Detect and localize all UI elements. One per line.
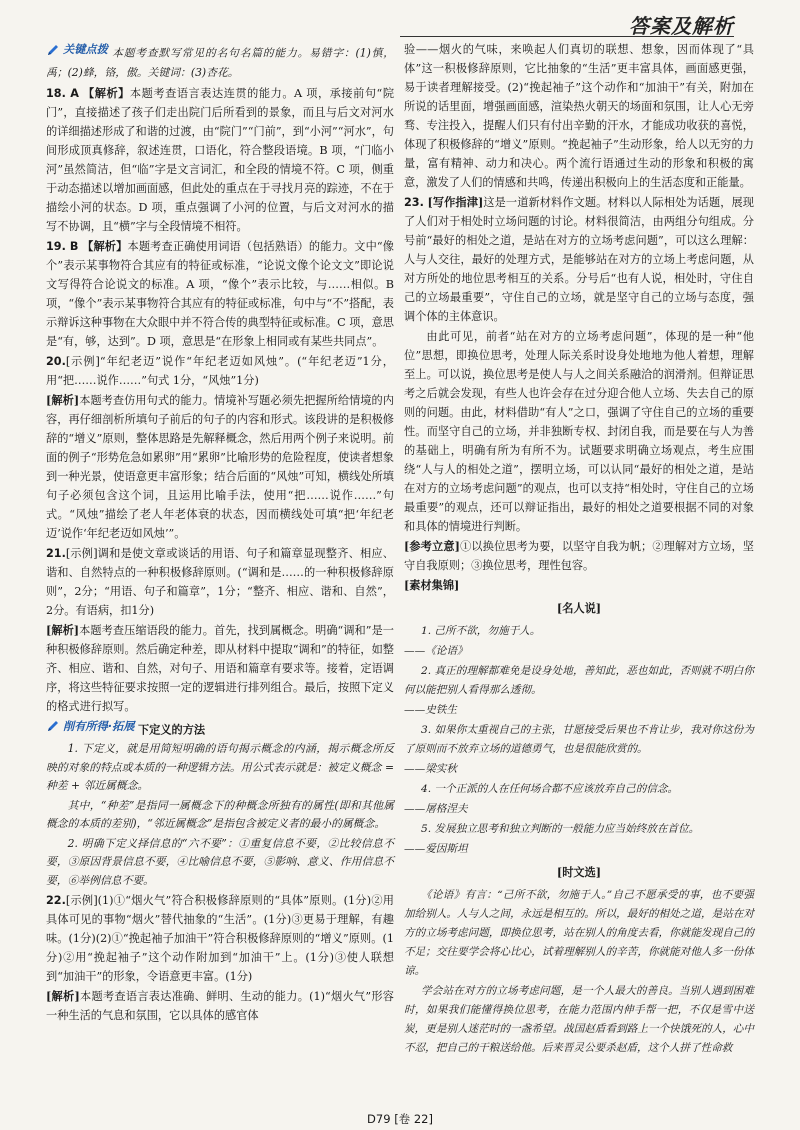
q23-number: 23. xyxy=(404,196,424,209)
quote-2-attr: ——史铁生 xyxy=(404,704,457,716)
tip-heading xyxy=(46,40,108,59)
q21-text: 本题考查压缩语段的能力。首先，找到属概念。明确“调和”是一种积极修辞原则。然后确定种差，即从材料中提取“调和”的特征，如整齐、相应、谐和、自然，对句子、用语和篇章有要求等。接着，定语调序，将这些特征要求按照一定的逻辑进行排列组合。最后，按照下定义的格式进行拟写。 xyxy=(46,623,394,713)
quote-1-attr: ——《论语》 xyxy=(404,645,468,657)
q18-tag: 【解析】 xyxy=(83,85,130,100)
q21-number: 21. xyxy=(46,546,66,560)
q22-tag: [解析] xyxy=(46,989,80,1003)
q19 xyxy=(46,237,394,351)
page-footer: D79 [卷 22] xyxy=(367,1112,433,1126)
q19-number: 19. B xyxy=(46,239,79,253)
quote-3-attr: ——梁实秋 xyxy=(404,763,457,775)
quote-4: 4. 一个正派的人在任何场合都不应该放弃自己的信念。 xyxy=(420,783,679,795)
pen-icon xyxy=(46,719,60,733)
quote-1: 1. 己所不欲，勿施于人。 xyxy=(420,625,541,637)
header-title: 答案及解析 xyxy=(629,14,734,38)
famous-title-text: [名人说] xyxy=(556,601,602,615)
q18-text: 本题考查语言表达连贯的能力。A 项，承接前句“院门”，直接描述了孩子们走出院门后所看到的景象，而且与后文对河水的详细描述形成了和谐的过渡，由“院门”“门前”，到“小河”“河水”，句间形成顶真修辞，叙述连贯，口语化，符合整段语境。B 项，“门临小河”虽然简洁，但“临”字是文言词汇，和全段的情境不符。C 项，侧重于动态描述以增加画面感，但此处的重点在于寻找月亮的踪迹，不在于描绘小河的状态。D 项，重点强调了小河的位置，与后文对河水的描写不协调，且“横”字与全段情境不相符。 xyxy=(46,86,395,233)
q21-answer-text: [示例]调和是使文章或谈话的用语、句子和篇章显现整齐、相应、谐和、自然特点的一种积极修辞原则。(“调和是……的一种积极修辞原则”，2分；“用语、句子和篇章”，1分；“整齐、相应、谐和、自然”，2分。有语病，扣1分) xyxy=(46,546,394,617)
q18-number: 18. A xyxy=(46,86,79,100)
q22-number: 22. xyxy=(46,894,66,907)
quote-3: 3. 如果你太重视自己的主张，甘愿接受后果也不肯让步，我对你这份为了原则而不放弃立场的道德勇气，也是很能欣赏的。 xyxy=(404,724,754,755)
extension-item-2: 其中，“种差”是指同一属概念下的种概念所独有的属性(即和其他属概念的本质的差别)，“邻近属概念”是指包含被定义者的最小的属概念。 xyxy=(46,798,394,830)
q23-ref-tag: [参考立意] xyxy=(404,539,460,553)
q19-tag: 【解析】 xyxy=(82,238,128,253)
extension-item-1: 1. 下定义，就是用简短明确的语句揭示概念的内涵，揭示概念所反映的对象的特点或本质的一种逻辑方法。用公式表示就是：被定义概念 = 种差 + 邻近属概念。 xyxy=(46,742,394,792)
q22-answer xyxy=(46,891,394,986)
header-rule xyxy=(400,36,734,37)
right-column xyxy=(404,40,754,1059)
q23-reference xyxy=(404,537,754,575)
tip-text: 本题考查默写常见的名句名篇的能力。易错字：(1)慎，禹；(2)蜂，铬，傲。关键词：(3)杏花。 xyxy=(46,46,394,79)
quote-5: 5. 发展独立思考和独立判断的一般能力应当始终放在首位。 xyxy=(420,823,700,835)
q23-tag: [写作指津] xyxy=(427,195,484,209)
q22-text: 本题考查语言表达准确、鲜明、生动的能力。(1)“烟火气”形容一种生活的气息和氛围，它以具体的感官体 xyxy=(46,990,394,1022)
q20-answer-text: [示例]“年纪老迈”说作“年纪老迈如风烛”。(“年纪老迈”1分，用“把……说作……”句式 1分，“风烛”1分) xyxy=(46,354,394,387)
q20-text: 本题考查仿用句式的能力。情境补写题必须先把握所给情境的内容，再仔细剖析所填句子前后的句子的内容和形式。该段讲的是积极修辞的“增义”原则，整体思路是先解释概念，然后用两个例子来说明。前面的例子“形势危急如累卵”用“累卵”比喻形势的危险程度，使读者想象到一种光景，使语意更丰富形象；结合后面的“风烛”可知，横线处所填句子必须包含这个词，且运用比喻手法，使用“把……说作……”句式。“风烛”描绘了老人年老体衰的状态，因而横线处可填“把‘年纪老迈’说作‘年纪老迈如风烛’”。 xyxy=(46,393,394,540)
q23-para2: 由此可见，前者“站在对方的立场考虑问题”，体现的是一种“他位”思想，即换位思考，处理人际关系时设身处地地为他人着想，理解至上。可以说，换位思考是使人与人之间关系融洽的润滑剂。但辩证思考之后就会发现，有些人也许会存在过分迎合他人立场、失去自己的原则的问题。由此，材料借助“有人”之口，强调了守住自己的立场的重要性。而坚守自己的立场，并非独断专权、封闭自我，而是要在与人为善的基础上，明确有所为有所不为。试题要求明确立场观点，考生应围绕“人与人的相处之道”，摆明立场，可以认同“最好的相处之道，是站在对方的立场考虑问题”的观点，也可以支持“相处时，守住自己的立场最重要”的观点，还可以辩证指出，最好的相处之道要根据不同的对象和具体的情境进行判断。 xyxy=(404,330,754,533)
q19-text: 本题考查正确使用词语（包括熟语）的能力。文中“像个”表示某事物符合其应有的特征或标准，“论说文像个论文文”即论说文写得符合论说文的标准。A 项，“像个”表示比较，与……相似。B 项，“像个”表示某事物符合其应有的特征或标准，句中与“不”搭配，表示辩诉这种事物在大众眼中并不符合传的典型特征或标准。C 项，意思是“有，够，达到”。D 项，意思是“在形象上相同或有某些共同点”。 xyxy=(46,239,394,348)
essay-para-2: 学会站在对方的立场考虑问题，是一个人最大的善良。当别人遇到困难时，如果我们能懂得换位思考，在能力范围内伸手帮一把，不仅是雪中送炭，更是别人迷茫时的一盏希望。战国赵盾看到路上一个快饿死的人，心中不忍，把自己的干粮送给他。后来晋灵公要杀赵盾，这个人拼了性命救 xyxy=(404,985,754,1054)
q23-text: 这是一道新材料作文题。材料以人际相处为话题，展现了人们对于相处时立场问题的讨论。材料很简洁，由两组分句组成。分号前“最好的相处之道，是站在对方的立场考虑问题”，可以这么理解：人与人交往，最好的处理方式，是能够站在对方的立场上考虑问题，从对方所处的地位思考相互的关系。分号后“也有人说，相处时，守住自己的立场最重要”，守住自己的立场，就是坚守自己的立场与态度，强调个体的主体意识。 xyxy=(404,196,754,323)
essay-title xyxy=(404,863,754,882)
extension-title: 下定义的方法 xyxy=(137,722,206,736)
quote-2: 2. 真正的理解都难免是设身处地，善知此，恶也如此，否则就不明白你何以能把别人看得那么透彻。 xyxy=(404,665,754,696)
q20-answer xyxy=(46,352,394,390)
q23 xyxy=(404,193,754,326)
pen-icon xyxy=(46,43,60,57)
essay-title-text: [时文选] xyxy=(556,865,602,879)
extension-heading xyxy=(46,717,394,740)
extension-head xyxy=(46,717,134,736)
quote-5-attr: ——爱因斯坦 xyxy=(404,843,468,855)
famous-title xyxy=(404,599,754,618)
extension-item-3: 2. 明确下定义择信息的“六不要”：①重复信息不要，②比较信息不要，③原因背景信息不要，④比喻信息不要，⑤影响、意义、作用信息不要，⑥举例信息不要。 xyxy=(46,836,394,887)
intro-tip xyxy=(46,40,394,83)
materials-title: [素材集锦] xyxy=(404,578,460,592)
left-column xyxy=(46,40,394,1026)
q21-answer xyxy=(46,544,394,620)
q22-answer-text: [示例](1)①“烟火气”符合积极修辞原则的“具体”原则。(1分)②用具体可见的事物“烟火”替代抽象的“生活”。(1分)③更易于理解，有趣味。(1分)(2)①“挽起袖子加油干”符合积极修辞原则的“增义”原则。(1分)②用“挽起袖子”这个动作附加到“加油干”上。(1分)③使人联想到“加油干”的形象，令语意更丰富。(1分) xyxy=(46,894,394,983)
q22-analysis xyxy=(46,987,394,1025)
q20-tag: [解析] xyxy=(46,392,80,407)
essay-para-1: 《论语》有言：“己所不欲，勿施于人。”自己不愿承受的事，也不要强加给别人。人与人之间，永远是相互的。所以，最好的相处之道，是站在对方的立场考虑问题，即换位思考，站在别人的角度去看，你就能发现自己的不足；交往要学会将心比心，试着理解别人的辛苦，你就能对他人多一份体谅。 xyxy=(404,889,754,977)
q20-analysis xyxy=(46,391,394,543)
q18 xyxy=(46,84,394,236)
tip-label: 关键点拨 xyxy=(63,43,108,56)
q23-ref-text: ①以换位思考为要，以坚守自我为帆；②理解对方立场，坚守自我原则；③换位思考，理性包容。 xyxy=(404,540,754,572)
extension-label: 削有所得·拓展 xyxy=(63,719,135,733)
quote-4-attr: ——屠格涅夫 xyxy=(404,803,468,815)
q20-number: 20. xyxy=(46,354,66,368)
q22-continued: 验——烟火的气味，来唤起人们真切的联想、想象，因而体现了“具体”这一积极修辞原则，它比抽象的“生活”更丰富具体，画面感更强，易于读者理解接受。(2)“挽起袖子”这个动作和“加油干”有关，附加在所说的话里面，增强画面感，渲染热火朝天的场面和氛围，让人心无旁骛、专注投入，提醒人们只有付出辛勤的汗水，才能成功收获的喜悦，体现了积极修辞的“增义”原则。“挽起袖子”生动形象，给人以无穷的力量，富有精神、动力和决心。两个流行语通过生动的形象和积极的寓意，激发了人们的情感和共鸣，传递出积极向上的生活态度和正能量。 xyxy=(404,43,754,189)
q21-tag: [解析] xyxy=(46,622,80,637)
q21-analysis xyxy=(46,621,394,716)
